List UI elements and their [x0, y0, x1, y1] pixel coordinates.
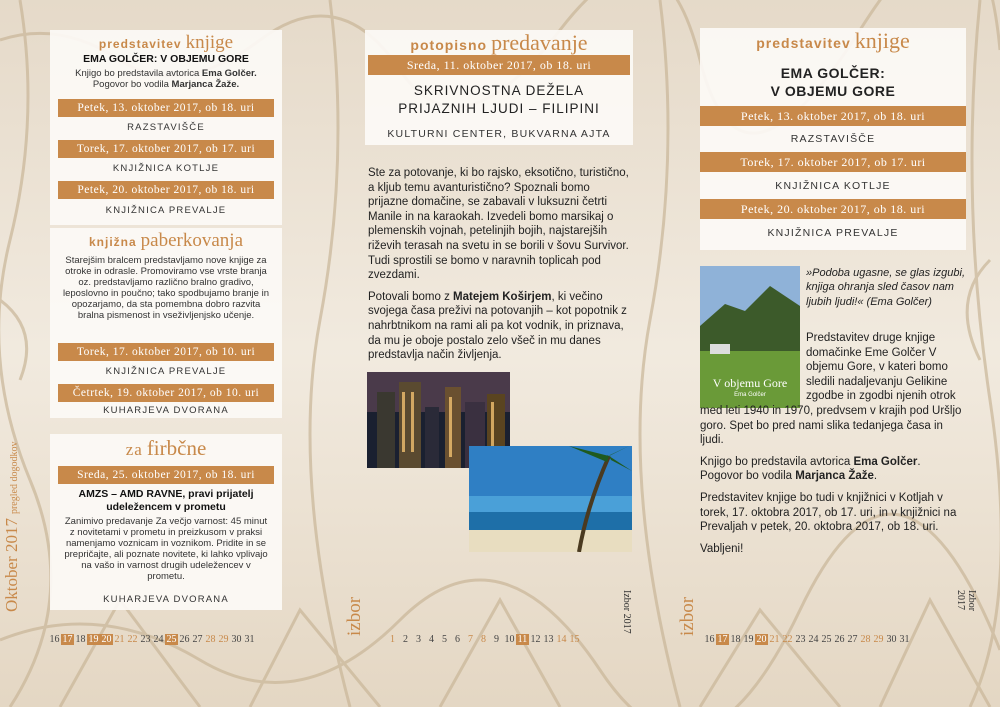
float-spacer: [700, 331, 806, 403]
location: KNJIŽNICA PREVALJE: [105, 205, 227, 216]
left-subtitle-3: AMZS – AMD RAVNE, pravi prijatelj udeležencem v prometu: [78, 488, 254, 513]
location: KNJIŽNICA KOTLJE: [775, 180, 891, 192]
title-small: za: [125, 440, 143, 459]
moderator-name: Marjanca Žaže: [795, 470, 874, 483]
calendar-day: 14: [556, 634, 567, 645]
calendar-day: 9: [494, 634, 499, 645]
calendar-day: 26: [834, 634, 845, 645]
calendar-day: 2: [403, 634, 408, 645]
book-cover-author: Ema Golčer: [734, 392, 766, 398]
talk-title: [365, 82, 633, 118]
p2c: , ki večino svojega časa preživi na potovanjih – kot popotnik z nahrbtnikom na rami ali pa kot vodnik, in priznava, da mu je oboje postalo zelo všeč in mu danes predstavlja način življenja.: [368, 290, 627, 362]
left-text-2: Starejšim bralcem predstavljamo nove knjige za otroke in odrasle. Promoviramo vse vrste branja oz. predstavljamo različno bralno gradivo, leposlovno in poučno; tako spodbujamo branje in opozarjamo, da sta pomembna dobro razvita bralna pismenost in vseživljenjsko učenje.: [63, 255, 269, 321]
date-band: Torek, 17. oktober 2017, ob 10. uri: [58, 343, 274, 361]
p2a: Potovali bomo z: [368, 290, 450, 303]
paragraph: [700, 331, 966, 448]
title-large: paberkovanja: [140, 230, 244, 251]
calendar-day: 4: [429, 634, 434, 645]
calendar-day: 15: [569, 634, 580, 645]
calendar-day: 25: [166, 634, 177, 645]
title-small: predstavitev: [756, 35, 851, 51]
book-cover-title: V objemu Gore: [712, 376, 788, 390]
section-title-paberkovanja: [50, 230, 282, 252]
calendar-day: 17: [717, 634, 728, 645]
calendar-day: 24: [808, 634, 819, 645]
p2c: .: [917, 455, 921, 468]
calendar-day: 19: [88, 634, 99, 645]
calendar-day: 23: [140, 634, 151, 645]
title-large: firbčne: [146, 436, 207, 460]
date-band: Torek, 17. oktober 2017, ob 17. uri: [58, 140, 274, 158]
paragraph: Predstavitev knjige bo tudi v knjižnici v Kotljah v torek, 17. oktobra 2017, ob 17. uri, in v knjižnici na Prevaljah v petek, 20. oktobra 2017, ob 18. uri.: [700, 491, 957, 534]
calendar-strip: [703, 634, 943, 645]
issue-label: Izbor 2017: [955, 590, 977, 612]
calendar-day: 10: [504, 634, 515, 645]
calendar-day: 31: [899, 634, 910, 645]
paragraph: Vabljeni!: [700, 542, 744, 555]
paragraph: [700, 455, 966, 484]
calendar-day: 7: [468, 634, 473, 645]
section-title-predstavitev: [50, 32, 282, 54]
book-subtitle: EMA GOLČER: V OBJEMU GORE: [83, 53, 249, 65]
date-band: Sreda, 25. oktober 2017, ob 18. uri: [58, 466, 274, 484]
calendar-day: 31: [244, 634, 255, 645]
location: KNJIŽNICA PREVALJE: [767, 227, 899, 239]
middle-body: [368, 166, 632, 370]
calendar-day: 21: [769, 634, 780, 645]
calendar-day: 30: [886, 634, 897, 645]
calendar-day: 11: [517, 634, 528, 645]
issue-label: Izbor 2017: [621, 590, 632, 634]
beach-palm-photo: [469, 446, 632, 552]
izbor-label: izbor: [677, 596, 698, 636]
calendar-day: 19: [743, 634, 754, 645]
calendar-day: 12: [530, 634, 541, 645]
calendar-day: 27: [192, 634, 203, 645]
paragraph-text: Predstavitev druge knjige domačinke Eme Golčer V objemu Gore, v kateri bomo sledili nadaljevanju Gelikine zgodbe in zgodbi njenih otrok med leti 1940 in 1970, predvsem v krajih pod Uršljo goro. Spet bo pred nami slika tedanjega časa in ljudi.: [700, 332, 962, 447]
author-name: Ema Golčer: [853, 455, 918, 468]
calendar-day: 5: [442, 634, 447, 645]
location: KUHARJEVA DVORANA: [103, 405, 229, 416]
location: KNJIŽNICA KOTLJE: [112, 163, 220, 174]
book-title: [700, 64, 966, 100]
calendar-day: 30: [231, 634, 242, 645]
calendar-strip: [48, 634, 288, 645]
date-band: Petek, 20. oktober 2017, ob 18. uri: [58, 181, 274, 199]
right-quote: »Podoba ugasne, se glas izgubi, knjiga ohranja sled časov nam ljubih ljudi!« (Ema Golčer): [806, 267, 966, 308]
text-1b: Ema Golčer.: [201, 68, 257, 79]
izbor-label: izbor: [344, 596, 365, 636]
calendar-day: 28: [860, 634, 871, 645]
calendar-day: 18: [75, 634, 86, 645]
title-small: predstavitev: [98, 37, 182, 51]
title-small: knjižna: [88, 235, 137, 249]
calendar-day: 6: [455, 634, 460, 645]
text-2: Pogovor bo vodila: [92, 79, 169, 90]
book-title-line-1: EMA GOLČER:: [780, 65, 886, 81]
date-band: Petek, 13. oktober 2017, ob 18. uri: [58, 99, 274, 117]
date-band: Torek, 17. oktober 2017, ob 17. uri: [700, 152, 966, 172]
calendar-day: 22: [127, 634, 138, 645]
paragraph: [368, 290, 632, 363]
calendar-day: 26: [179, 634, 190, 645]
section-title-predstavitev-right: [700, 28, 966, 54]
title-large: knjige: [854, 28, 910, 53]
calendar-day: 20: [756, 634, 767, 645]
p2a: Knjigo bo predstavila avtorica: [700, 455, 851, 468]
book-title-line-2: V OBJEMU GORE: [770, 83, 896, 99]
calendar-day: 8: [481, 634, 486, 645]
text-1: Knjigo bo predstavila avtorica: [75, 68, 200, 79]
section-title-firbcne: [50, 436, 282, 461]
overview-label: pregled dogodkov: [9, 441, 20, 515]
calendar-day: 28: [205, 634, 216, 645]
calendar-day: 17: [62, 634, 73, 645]
date-band: Petek, 13. oktober 2017, ob 18. uri: [700, 106, 966, 126]
title-large: predavanje: [491, 30, 588, 55]
date-band: Četrtek, 19. oktober 2017, ob 10. uri: [58, 384, 274, 402]
date-band: Sreda, 11. oktober 2017, ob 18. uri: [368, 55, 630, 75]
left-text-3: Zanimivo predavanje Za večjo varnost: 45 minut z novitetami v prometu in preizkusom v praksi namenjamo voznicam in voznikom. Pridite in se prepričajte, ali poznate novitete, ki lahko vplivajo na vašo in varnost drugih udeležencev v prometu.: [64, 516, 268, 582]
p3a: Pogovor bo vodila: [700, 470, 793, 483]
text-2b: Marjanca Žaže.: [171, 79, 240, 90]
title-large: knjige: [185, 32, 234, 53]
calendar-day: 24: [153, 634, 164, 645]
calendar-day: 18: [730, 634, 741, 645]
right-body: [700, 331, 966, 563]
calendar-day: 23: [795, 634, 806, 645]
location: RAZSTAVIŠČE: [790, 133, 876, 145]
calendar-day: 16: [704, 634, 715, 645]
calendar-day: 22: [782, 634, 793, 645]
calendar-day: 16: [49, 634, 60, 645]
calendar-day: 13: [543, 634, 554, 645]
left-text-1: [50, 68, 282, 90]
calendar-day: 27: [847, 634, 858, 645]
date-band: Petek, 20. oktober 2017, ob 18. uri: [700, 199, 966, 219]
location: KUHARJEVA DVORANA: [103, 594, 229, 605]
calendar-day: 21: [114, 634, 125, 645]
paragraph: Ste za potovanje, ki bo rajsko, eksotično, turistično, a kljub temu avanturistično? Spoznali bomo prijazne domačine, se zabavali v luksuzni četrti Manile in na karaokah. Izvedeli bomo marsikaj o plemenskih vojnah, petelinjih bojih, najstarejših riževih terasah na svetu in se borili v šovu Survivor. Tudi sprostili se bomo v naravnih toplicah pod zvezdami.: [368, 167, 629, 282]
section-title-potopisno: [365, 30, 633, 56]
calendar-strip: [386, 634, 626, 645]
location: KNJIŽNICA PREVALJE: [105, 366, 227, 377]
talk-title-line-1: SKRIVNOSTNA DEŽELA: [413, 83, 585, 98]
calendar-day: 3: [416, 634, 421, 645]
calendar-day: 20: [101, 634, 112, 645]
location: KULTURNI CENTER, BUKVARNA AJTA: [387, 128, 611, 140]
calendar-day: 29: [873, 634, 884, 645]
calendar-day: 25: [821, 634, 832, 645]
speaker-name: Matejem Koširjem: [453, 290, 552, 303]
calendar-day: 29: [218, 634, 229, 645]
talk-title-line-2: PRIJAZNIH LJUDI – FILIPINI: [398, 101, 600, 116]
calendar-day: 1: [390, 634, 395, 645]
title-small: potopisno: [410, 37, 488, 53]
p3c: .: [873, 470, 878, 483]
location: RAZSTAVIŠČE: [127, 122, 205, 133]
month-label: Oktober 2017: [2, 518, 21, 612]
vertical-month: [2, 442, 22, 612]
